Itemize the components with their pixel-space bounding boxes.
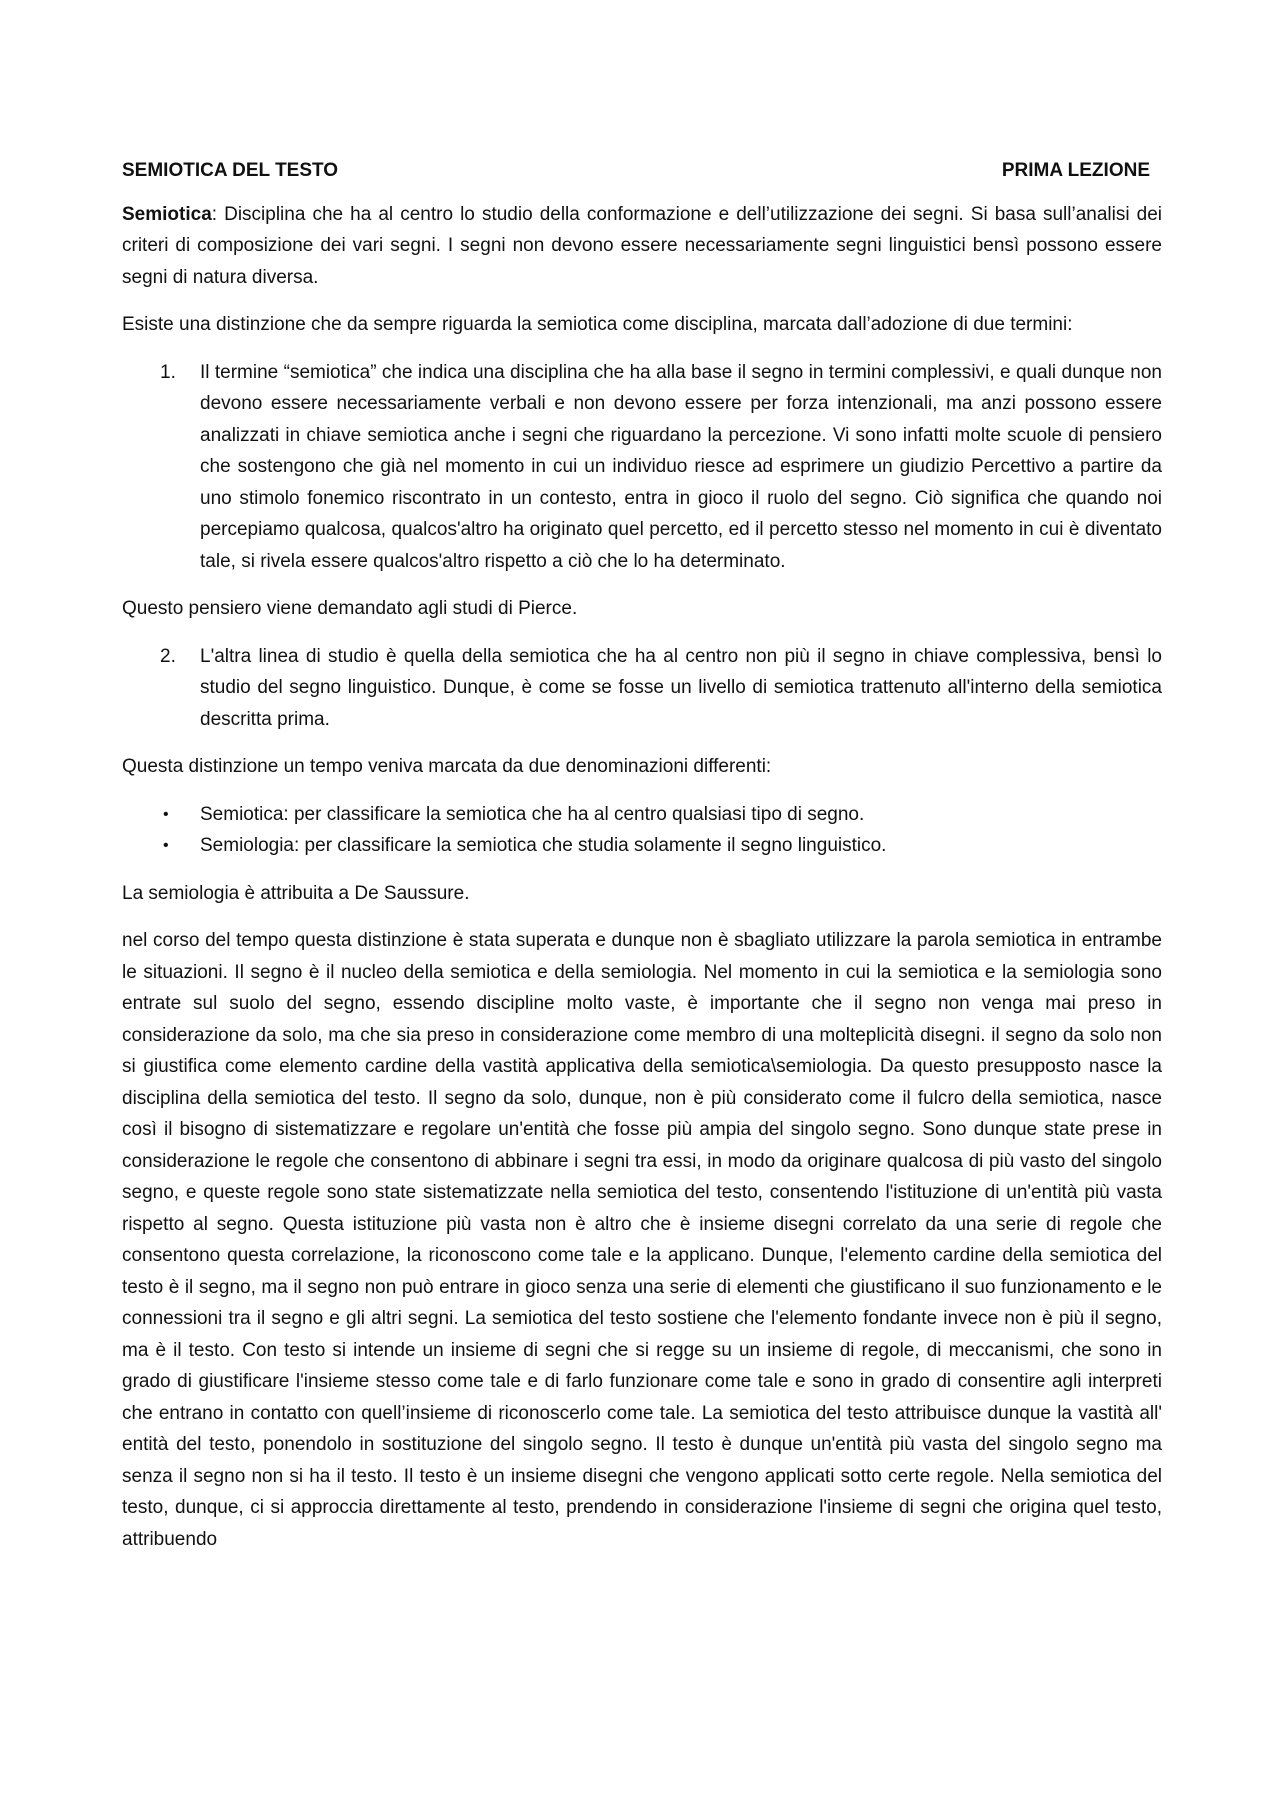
- definition-text: : Disciplina che ha al centro lo studio della conformazione e dell’utilizzazione dei segni. Si basa sull’analisi dei criteri di composizione dei vari segni. I segni non devono essere necessariamente segni linguistici bensì possono essere segni di natura diversa.: [122, 203, 1162, 288]
- list-item: [122, 799, 1162, 831]
- numbered-list-2: [122, 641, 1162, 736]
- list-item: [122, 830, 1162, 862]
- definition-term: Semiotica: [122, 203, 212, 225]
- paragraph-pierce: Questo pensiero viene demandato agli studi di Pierce.: [122, 598, 578, 619]
- lesson-label: PRIMA LEZIONE: [1001, 160, 1150, 181]
- list-item: [122, 641, 1162, 736]
- paragraph-distinction: Esiste una distinzione che da sempre riguarda la semiotica come disciplina, marcata dall’adozione di due termini:: [122, 314, 1073, 335]
- list-number: 1.: [160, 361, 176, 383]
- bullet-marker: •: [163, 837, 169, 854]
- numbered-list-1: [122, 357, 1162, 578]
- bullet-list: [122, 799, 1162, 862]
- list-item-text: Semiologia: per classificare la semiotica che studia solamente il segno linguistico.: [200, 835, 887, 856]
- paragraph-saussure: La semiologia è attribuita a De Saussure.: [122, 882, 470, 904]
- list-item-text: Il termine “semiotica” che indica una disciplina che ha alla base il segno in termini complessivi, e quali dunque non devono essere necessariamente verbali e non devono essere per forza intenzionali, ma anzi possono essere analizzati in chiave semiotica anche i segni che riguardano la percezione. Vi sono infatti molte scuole di pensiero che sostengono che già nel momento in cui un individuo riesce ad esprimere un giudizio Percettivo a partire da uno stimolo fonemico riscontrato in un contesto, entra in gioco il ruolo del segno. Ciò significa che quando noi percepiamo qualcosa, qualcos'altro ha originato quel percetto, ed il percetto stesso nel momento in cui è diventato tale, si rivela essere qualcos'altro rispetto a ciò che lo ha determinato.: [200, 361, 1162, 572]
- list-number: 2.: [160, 645, 176, 667]
- document-header: [122, 155, 1162, 187]
- paragraph-body: nel corso del tempo questa distinzione è stata superata e dunque non è sbagliato utilizzare la parola semiotica in entrambe le situazioni. Il segno è il nucleo della semiotica e della semiologia. Nel momento in cui la semiotica e la semiologia sono entrate sul suolo del segno, essendo discipline molto vaste, è importante che il segno non venga mai preso in considerazione da solo, ma che sia preso in considerazione come membro di una molteplicità disegni. il segno da solo non si giustifica come elemento cardine della vastità applicativa della semiotica\semiologia. Da questo presupposto nasce la disciplina della semiotica del testo. Il segno da solo, dunque, non è più considerato come il fulcro della semiotica, nasce così il bisogno di sistematizzare e regolare un'entità che fosse più ampia del singolo segno. Sono dunque state prese in considerazione le regole che consentono di abbinare i segni tra essi, in modo da originare qualcosa di più vasto del singolo segno, e queste regole sono state sistematizzate nella semiotica del testo, consentendo l'istituzione di un'entità più vasta rispetto al segno. Questa istituzione più vasta non è altro che è insieme disegni correlato da una serie di regole che consentono questa correlazione, la riconoscono come tale e la applicano. Dunque, l'elemento cardine della semiotica del testo è il segno, ma il segno non può entrare in gioco senza una serie di elementi che giustificano il suo funzionamento e le connessioni tra il segno e gli altri segni. La semiotica del testo sostiene che l'elemento fondante invece non è più il segno, ma è il testo. Con testo si intende un insieme di segni che si regge su un insieme di regole, di meccanismi, che sono in grado di giustificare l'insieme stesso come tale e di farlo funzionare come tale e sono in grado di consentire agli interpreti che entrano in contatto con quell’insieme di riconoscerlo come tale. La semiotica del testo attribuisce dunque la vastità all' entità del testo, ponendolo in sostituzione del singolo segno. Il testo è dunque un'entità più vasta del singolo segno ma senza il segno non si ha il testo. Il testo è un insieme disegni che vengono applicati sotto certe regole. Nella semiotica del testo, dunque, ci si approccia direttamente al testo, prendendo in considerazione l'insieme di segni che origina quel testo, attribuendo: [122, 930, 1162, 1550]
- document-page: [122, 155, 1162, 1571]
- list-item-text: L'altra linea di studio è quella della semiotica che ha al centro non più il segno in chiave complessiva, bensì lo studio del segno linguistico. Dunque, è come se fosse un livello di semiotica trattenuto all'interno della semiotica descritta prima.: [200, 645, 1162, 730]
- bullet-marker: •: [163, 805, 169, 823]
- list-item-text: Semiotica: per classificare la semiotica che ha al centro qualsiasi tipo di segno.: [200, 803, 865, 825]
- document-title: SEMIOTICA DEL TESTO: [122, 160, 339, 181]
- list-item: [122, 357, 1162, 578]
- paragraph-definition: [122, 199, 1162, 294]
- paragraph-denominations: Questa distinzione un tempo veniva marcata da due denominazioni differenti:: [122, 756, 772, 777]
